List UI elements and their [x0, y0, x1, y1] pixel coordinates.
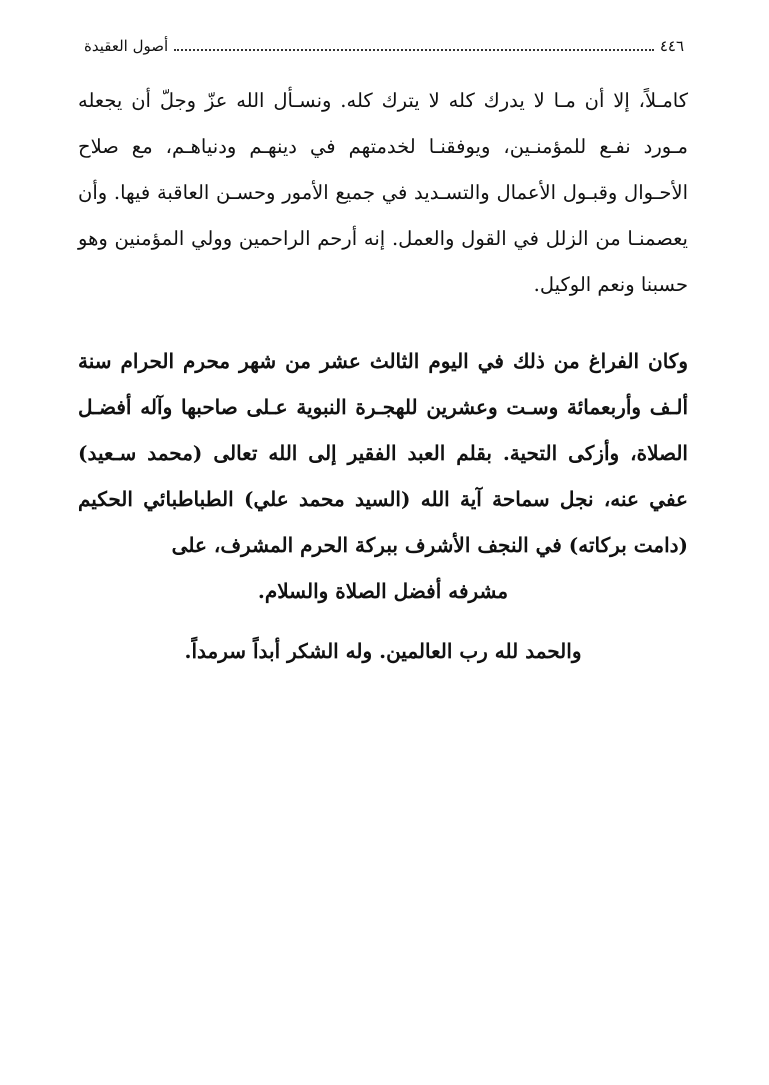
page-number: ٤٤٦: [659, 37, 684, 55]
closing-line: [78, 628, 688, 674]
colophon: [78, 338, 688, 614]
running-header: [84, 32, 684, 60]
body-text: [78, 78, 688, 308]
colophon-text: وكان الفراغ من ذلك في اليوم الثالث عشر من شهر محرم الحرام سنة ألـف وأربعمائة وسـت وعشرين للهجـرة النبوية عـلى صاحبها وآله أفضـل الصلاة، وأزكى التحية. بقلم العبد الفقير إلى الله تعالى (محمد سـعيد) عفي عنه، نجل سماحة آية الله (السيد محمد علي) الطباطبائي الحكيم (دامت بركاته) في النجف الأشرف ببركة الحرم المشرف، على: [78, 349, 688, 557]
paragraph: كامـلاً، إلا أن مـا لا يدرك كله لا يترك كله. ونسـأل الله عزّ وجلّ أن يجعله مـورد نفـع للمؤمنـين، ويوفقنـا لخدمتهم في دينهـم ودنياهـم، مع صلاح الأحـوال وقبـول الأعمال والتسـديد في جميع الأمور وحسـن العاقبة فيها. وأن يعصمنـا من الزلل في القول والعمل. إنه أرحم الراحمين وولي المؤمنين وهو حسبنا ونعم الوكيل.: [78, 89, 688, 296]
dotted-leader: [174, 49, 654, 51]
colophon-last-line: مشرفه أفضل الصلاة والسلام.: [257, 579, 509, 603]
closing-text: والحمد لله رب العالمين. وله الشكر أبداً سرمداً.: [184, 639, 582, 663]
book-title: أصول العقيدة: [84, 37, 169, 55]
